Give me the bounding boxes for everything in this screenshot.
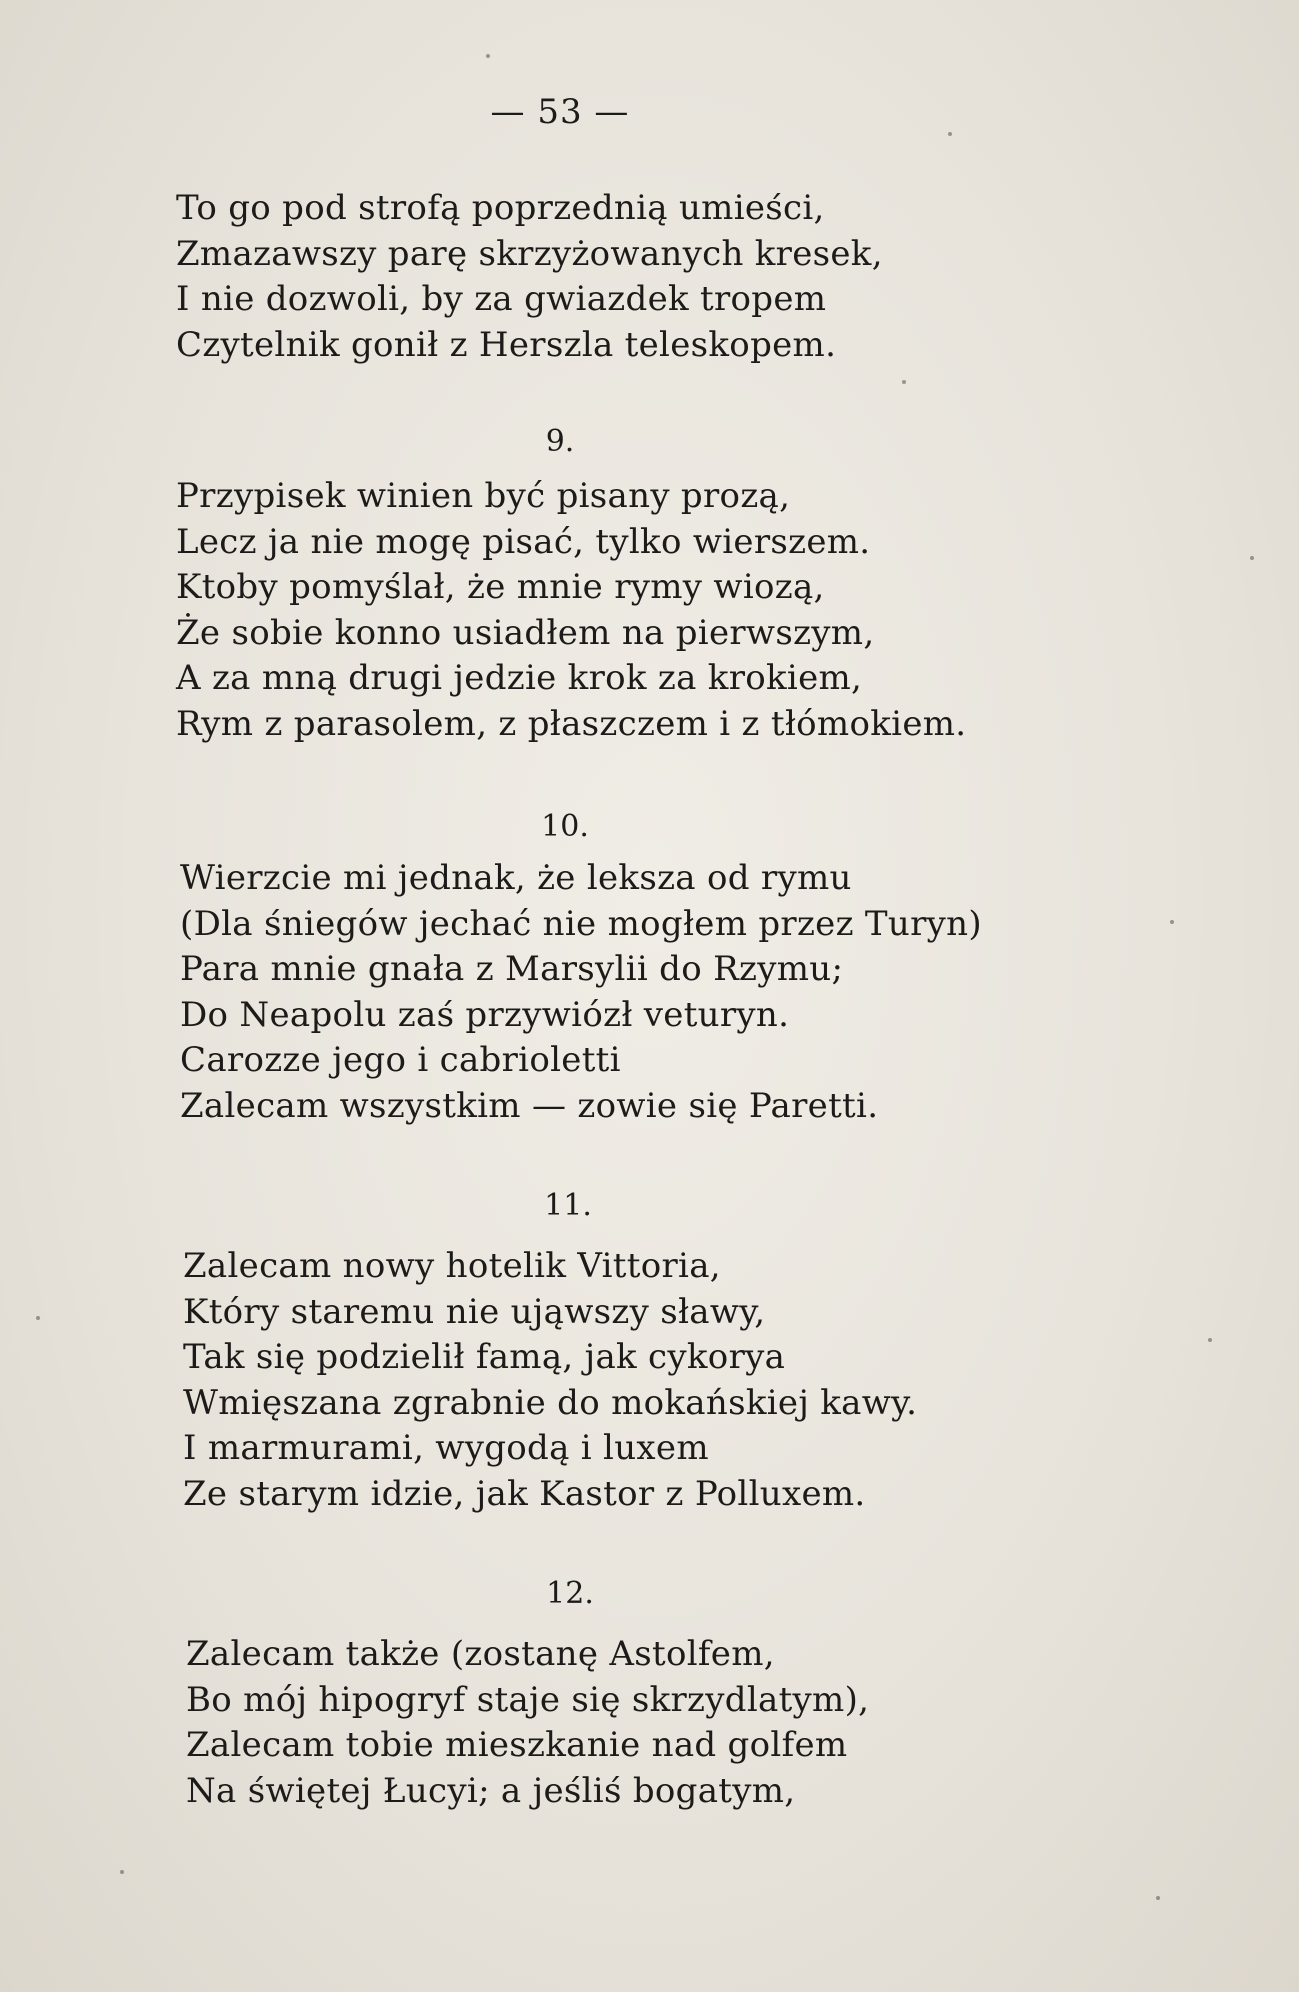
verse-line: Który staremu nie ująwszy sławy,: [183, 1291, 766, 1332]
paper-speck: [486, 54, 490, 58]
paper-speck: [120, 1870, 124, 1874]
verse-line: (Dla śniegów jechać nie mogłem przez Turyn): [180, 903, 982, 944]
verse-line: Do Neapolu zaś przywiózł veturyn.: [180, 994, 790, 1035]
stanza-number: 12.: [546, 1576, 594, 1611]
verse-line: Zmazawszy parę skrzyżowanych kresek,: [176, 233, 883, 274]
stanza-10: [180, 856, 1180, 1129]
verse-line: Ktoby pomyślał, że mnie rymy wiozą,: [176, 567, 825, 607]
verse-line: Para mnie gnała z Marsylii do Rzymu;: [180, 949, 844, 989]
verse-line: A za mną drugi jedzie krok za krokiem,: [176, 658, 863, 698]
verse-line: I marmurami, wygodą i luxem: [183, 1428, 709, 1468]
paper-speck: [902, 380, 906, 384]
verse-line: Wierzcie mi jednak, że leksza od rymu: [180, 858, 852, 898]
verse-line: I nie dozwoli, by za gwiazdek tropem: [176, 279, 827, 319]
verse-line: Wmięszana zgrabnie do mokańskiej kawy.: [183, 1382, 918, 1423]
stanza-number: 11.: [544, 1188, 592, 1223]
verse-line: Rym z parasolem, z płaszczem i z tłómokiem.: [176, 703, 967, 744]
paper-speck: [1170, 920, 1174, 924]
stanza-12: [186, 1632, 1186, 1814]
paper-speck: [36, 1316, 40, 1320]
verse-line: Na świętej Łucyi; a jeśliś bogatym,: [186, 1770, 796, 1811]
stanza-9: [176, 474, 1176, 747]
verse-line: Przypisek winien być pisany prozą,: [176, 476, 791, 516]
verse-line: Zalecam nowy hotelik Vittoria,: [183, 1246, 721, 1286]
page-number: — 53 —: [490, 92, 630, 132]
stanza-11: [183, 1244, 1183, 1517]
verse-line: Ze starym idzie, jak Kastor z Polluxem.: [183, 1473, 866, 1514]
stanza-number: 10.: [541, 809, 589, 844]
verse-line: Bo mój hipogryf staje się skrzydlatym),: [186, 1679, 870, 1720]
paper-speck: [1156, 1896, 1160, 1900]
paper-speck: [948, 132, 952, 136]
verse-line: Lecz ja nie mogę pisać, tylko wierszem.: [176, 521, 871, 562]
verse-line: Zalecam tobie mieszkanie nad golfem: [186, 1725, 848, 1765]
verse-line: Że sobie konno usiadłem na pierwszym,: [176, 612, 875, 653]
paper-speck: [1250, 556, 1254, 560]
verse-line: Zalecam także (zostanę Astolfem,: [186, 1634, 775, 1674]
verse-line: Carozze jego i cabrioletti: [180, 1040, 621, 1080]
verse-line: To go pod strofą poprzednią umieści,: [176, 188, 825, 228]
verse-line: Tak się podzielił famą, jak cykorya: [183, 1337, 786, 1377]
stanza-continuation: [176, 186, 1176, 368]
paper-speck: [1208, 1338, 1212, 1342]
verse-line: Zalecam wszystkim — zowie się Paretti.: [180, 1085, 879, 1126]
stanza-number: 9.: [545, 424, 575, 459]
verse-line: Czytelnik gonił z Herszla teleskopem.: [176, 324, 837, 365]
